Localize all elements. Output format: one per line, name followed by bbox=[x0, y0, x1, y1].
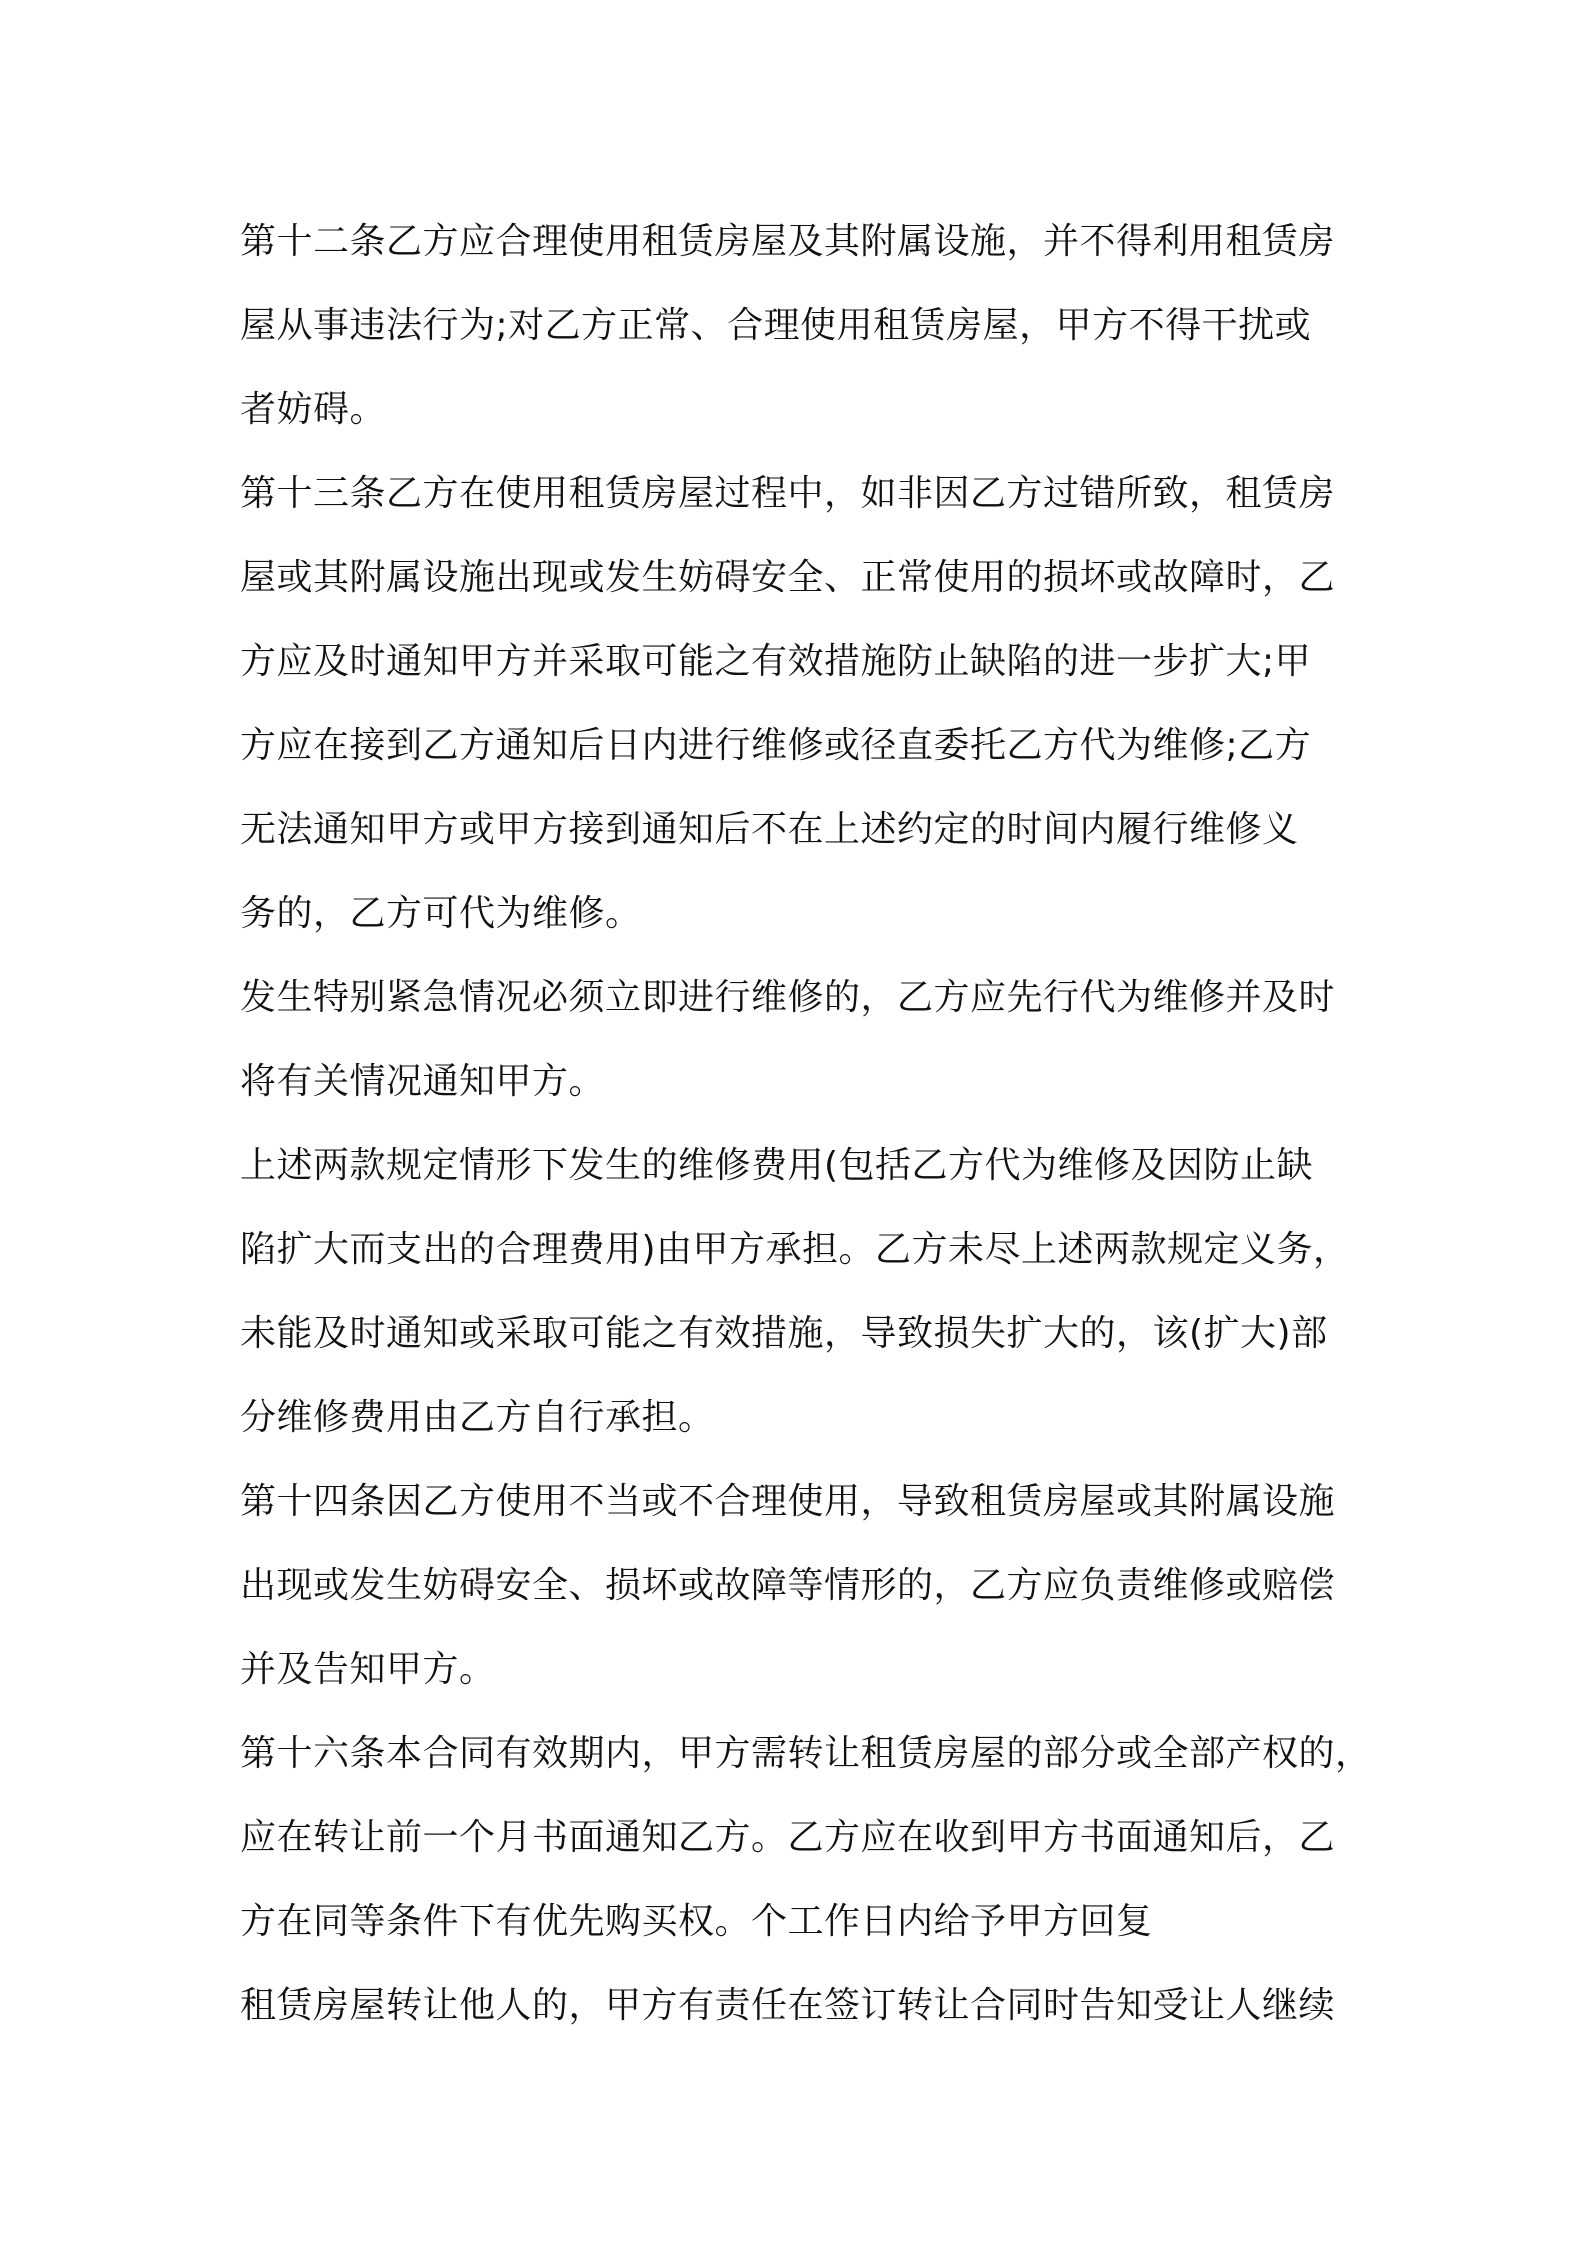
text-line: 第十六条本合同有效期内，甲方需转让租赁房屋的部分或全部产权的， bbox=[240, 1733, 1372, 1774]
text-line: 屋或其附属设施出现或发生妨碍安全、正常使用的损坏或故障时，乙 bbox=[240, 557, 1336, 598]
text-line: 务的，乙方可代为维修。 bbox=[240, 893, 642, 934]
text-line: 方应在接到乙方通知后日内进行维修或径直委托乙方代为维修;乙方 bbox=[240, 725, 1312, 766]
text-line: 出现或发生妨碍安全、损坏或故障等情形的，乙方应负责维修或赔偿 bbox=[240, 1565, 1336, 1606]
document-body bbox=[240, 200, 1372, 2048]
text-line: 将有关情况通知甲方。 bbox=[240, 1061, 606, 1102]
text-line: 无法通知甲方或甲方接到通知后不在上述约定的时间内履行维修义 bbox=[240, 809, 1299, 850]
text-line: 方应及时通知甲方并采取可能之有效措施防止缺陷的进一步扩大;甲 bbox=[240, 641, 1312, 682]
text-line: 并及告知甲方。 bbox=[240, 1649, 496, 1690]
text-line: 者妨碍。 bbox=[240, 389, 387, 430]
text-line: 第十四条因乙方使用不当或不合理使用，导致租赁房屋或其附属设施 bbox=[240, 1481, 1336, 1522]
text-line: 方在同等条件下有优先购买权。个工作日内给予甲方回复 bbox=[240, 1901, 1153, 1942]
text-line: 租赁房屋转让他人的，甲方有责任在签订转让合同时告知受让人继续 bbox=[240, 1985, 1336, 2026]
text-line: 第十三条乙方在使用租赁房屋过程中，如非因乙方过错所致，租赁房 bbox=[240, 473, 1336, 514]
text-line: 上述两款规定情形下发生的维修费用(包括乙方代为维修及因防止缺 bbox=[240, 1145, 1314, 1186]
text-line: 陷扩大而支出的合理费用)由甲方承担。乙方未尽上述两款规定义务， bbox=[240, 1229, 1350, 1270]
text-line: 应在转让前一个月书面通知乙方。乙方应在收到甲方书面通知后，乙 bbox=[240, 1817, 1336, 1858]
text-line: 分维修费用由乙方自行承担。 bbox=[240, 1397, 715, 1438]
text-line: 未能及时通知或采取可能之有效措施，导致损失扩大的，该(扩大)部 bbox=[240, 1313, 1328, 1354]
text-line: 发生特别紧急情况必须立即进行维修的，乙方应先行代为维修并及时 bbox=[240, 977, 1336, 1018]
text-line: 第十二条乙方应合理使用租赁房屋及其附属设施，并不得利用租赁房 bbox=[240, 221, 1336, 262]
text-line: 屋从事违法行为;对乙方正常、合理使用租赁房屋，甲方不得干扰或 bbox=[240, 305, 1312, 346]
